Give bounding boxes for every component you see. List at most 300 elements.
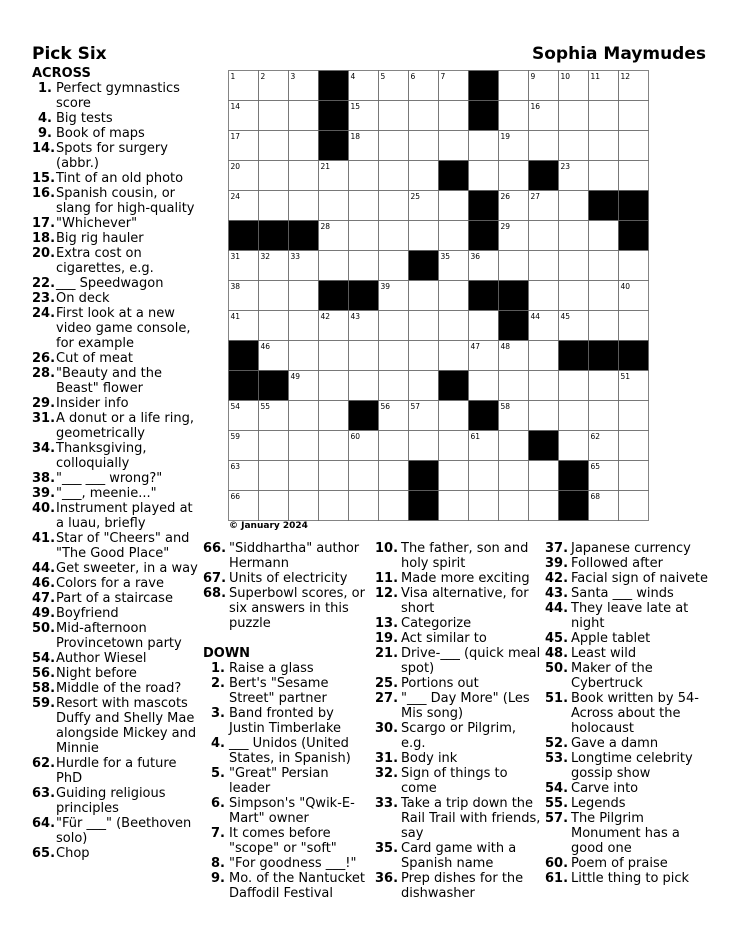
grid-cell[interactable]: [349, 461, 379, 491]
grid-cell[interactable]: [499, 71, 529, 101]
across-clue[interactable]: [32, 411, 198, 441]
grid-cell[interactable]: [289, 101, 319, 131]
grid-cell[interactable]: [499, 371, 529, 401]
down-clue[interactable]: [375, 766, 541, 796]
grid-cell[interactable]: [559, 131, 589, 161]
across-clue[interactable]: [32, 126, 198, 141]
across-clue[interactable]: [32, 111, 198, 126]
grid-cell[interactable]: [319, 431, 349, 461]
clue-number: 11.: [375, 571, 399, 586]
clue-text: Colors for a rave: [56, 576, 164, 591]
across-clue[interactable]: [32, 306, 198, 351]
clue-text: Spots for surgery (abbr.): [56, 141, 168, 171]
crossword-grid[interactable]: [228, 70, 679, 521]
grid-cell[interactable]: [439, 281, 469, 311]
grid-cell[interactable]: [409, 371, 439, 401]
grid-cell[interactable]: [289, 461, 319, 491]
down-clue[interactable]: [375, 541, 541, 571]
down-clue[interactable]: [545, 691, 713, 736]
grid-cell[interactable]: [319, 491, 349, 521]
grid-cell[interactable]: [379, 461, 409, 491]
clue-number: 66.: [203, 541, 227, 556]
down-clue[interactable]: [375, 616, 541, 631]
clue-text: Instrument played at a luau, briefly: [56, 501, 193, 531]
across-clue[interactable]: [32, 696, 198, 756]
cell-number: 62: [590, 432, 601, 441]
across-clue[interactable]: [32, 786, 198, 816]
grid-cell[interactable]: [529, 221, 559, 251]
grid-cell[interactable]: [529, 341, 559, 371]
cell-number: 18: [350, 132, 361, 141]
across-clue[interactable]: [32, 141, 198, 171]
across-clue[interactable]: [32, 216, 198, 231]
grid-cell[interactable]: [559, 371, 589, 401]
block-cell: [619, 191, 649, 221]
clue-number: 38.: [32, 471, 56, 486]
clue-number: 4.: [211, 736, 225, 751]
down-clue[interactable]: [375, 691, 541, 721]
cell-number: 14: [230, 102, 241, 111]
grid-cell[interactable]: [559, 431, 589, 461]
clue-number: 3.: [211, 706, 225, 721]
down-clue[interactable]: [375, 676, 541, 691]
clue-text: Visa alternative, for short: [401, 586, 529, 616]
grid-cell[interactable]: [529, 371, 559, 401]
grid-cell[interactable]: [289, 341, 319, 371]
down-clue[interactable]: [545, 631, 713, 646]
across-clue[interactable]: [32, 471, 198, 486]
across-clue[interactable]: [32, 846, 198, 861]
grid-cell[interactable]: [529, 251, 559, 281]
down-clue[interactable]: [545, 736, 713, 751]
cell-number: 61: [470, 432, 481, 441]
across-clue[interactable]: [32, 276, 198, 291]
block-cell: [229, 371, 259, 401]
cell-number: 49: [290, 372, 301, 381]
across-clue[interactable]: [32, 756, 198, 786]
clue-text: They leave late at night: [571, 601, 689, 631]
grid-cell[interactable]: [349, 191, 379, 221]
across-clue[interactable]: [32, 441, 198, 471]
block-cell: [619, 341, 649, 371]
cell-number: 26: [500, 192, 511, 201]
grid-cell[interactable]: [469, 491, 499, 521]
grid-cell[interactable]: [349, 491, 379, 521]
grid-cell[interactable]: [289, 281, 319, 311]
grid-cell[interactable]: [259, 131, 289, 161]
grid-cell[interactable]: [319, 251, 349, 281]
cell-number: 44: [530, 312, 541, 321]
grid-cell[interactable]: [379, 341, 409, 371]
grid-cell[interactable]: [289, 431, 319, 461]
grid-cell[interactable]: [439, 311, 469, 341]
across-clue[interactable]: [32, 231, 198, 246]
grid-cell[interactable]: [319, 341, 349, 371]
clue-text: Band fronted by Justin Timberlake: [229, 706, 341, 736]
grid-cell[interactable]: [469, 131, 499, 161]
grid-cell[interactable]: [409, 311, 439, 341]
grid-cell[interactable]: [559, 281, 589, 311]
down-clue[interactable]: [545, 796, 713, 811]
clue-text: Chop: [56, 846, 90, 861]
grid-cell[interactable]: [619, 311, 649, 341]
grid-cell[interactable]: [619, 461, 649, 491]
clue-number: 13.: [375, 616, 399, 631]
grid-cell[interactable]: [289, 131, 319, 161]
clue-number: 25.: [375, 676, 399, 691]
block-cell: [229, 341, 259, 371]
clue-text: "Beauty and the Beast" flower: [56, 366, 162, 396]
grid-cell[interactable]: [589, 251, 619, 281]
across-clue[interactable]: [32, 666, 198, 681]
grid-cell[interactable]: [409, 431, 439, 461]
grid-cell[interactable]: [259, 461, 289, 491]
grid-cell[interactable]: [349, 161, 379, 191]
grid-cell[interactable]: [379, 251, 409, 281]
grid-cell[interactable]: [469, 371, 499, 401]
across-clue[interactable]: [32, 291, 198, 306]
grid-cell[interactable]: [379, 371, 409, 401]
grid-cell[interactable]: [289, 161, 319, 191]
grid-cell[interactable]: [589, 101, 619, 131]
grid-cell[interactable]: [289, 401, 319, 431]
clue-text: Little thing to pick: [571, 871, 690, 886]
down-clue[interactable]: [203, 796, 371, 826]
clue-text: Japanese currency: [571, 541, 691, 556]
clue-number: 40.: [32, 501, 56, 516]
grid-cell[interactable]: [589, 221, 619, 251]
clue-text: Mid-afternoon Provincetown party: [56, 621, 182, 651]
grid-cell[interactable]: [259, 311, 289, 341]
clue-text: Bert's "Sesame Street" partner: [229, 676, 329, 706]
grid-cell[interactable]: [259, 161, 289, 191]
cell-number: 36: [470, 252, 481, 261]
grid-cell[interactable]: [259, 191, 289, 221]
across-clue[interactable]: [32, 576, 198, 591]
clue-number: 1.: [211, 661, 225, 676]
grid-cell[interactable]: [469, 461, 499, 491]
block-cell: [499, 281, 529, 311]
down-clue[interactable]: [545, 541, 713, 556]
grid-cell[interactable]: [439, 221, 469, 251]
grid-cell[interactable]: [319, 371, 349, 401]
clue-number: 65.: [32, 846, 56, 861]
down-clue-list: [203, 661, 371, 901]
grid-cell[interactable]: [259, 101, 289, 131]
grid-cell[interactable]: [259, 281, 289, 311]
grid-cell[interactable]: [499, 491, 529, 521]
cell-number: 24: [230, 192, 241, 201]
across-clue[interactable]: [32, 621, 198, 651]
grid-cell[interactable]: [349, 371, 379, 401]
clue-text: Night before: [56, 666, 137, 681]
grid-cell[interactable]: [439, 131, 469, 161]
cell-number: 6: [410, 72, 416, 81]
grid-cell[interactable]: [619, 251, 649, 281]
clue-text: Guiding religious principles: [56, 786, 166, 816]
grid-cell[interactable]: [409, 221, 439, 251]
grid-cell[interactable]: [409, 161, 439, 191]
down-clue[interactable]: [545, 661, 713, 691]
grid-cell[interactable]: [439, 191, 469, 221]
grid-cell[interactable]: [379, 101, 409, 131]
grid-cell[interactable]: [529, 401, 559, 431]
across-clue[interactable]: [32, 606, 198, 621]
block-cell: [229, 221, 259, 251]
down-clue[interactable]: [203, 736, 371, 766]
block-cell: [529, 161, 559, 191]
across-clue[interactable]: [32, 81, 198, 111]
cell-number: 33: [290, 252, 301, 261]
clue-text: Poem of praise: [571, 856, 668, 871]
grid-cell[interactable]: [379, 161, 409, 191]
clue-text: Book written by 54-Across about the holocaust: [571, 691, 699, 736]
down-clue[interactable]: [545, 601, 713, 631]
grid-cell[interactable]: [439, 491, 469, 521]
cell-number: 27: [530, 192, 541, 201]
block-cell: [469, 191, 499, 221]
clue-text: Resort with mascots Duffy and Shelly Mae alongside Mickey and Minnie: [56, 696, 197, 756]
down-clue[interactable]: [375, 751, 541, 766]
cell-number: 47: [470, 342, 481, 351]
across-clue[interactable]: [32, 681, 198, 696]
grid-cell[interactable]: [589, 311, 619, 341]
clue-text: "Whichever": [56, 216, 138, 231]
down-clue[interactable]: [203, 856, 371, 871]
down-clue[interactable]: [203, 766, 371, 796]
block-cell: [409, 491, 439, 521]
block-cell: [589, 341, 619, 371]
grid-cell[interactable]: [319, 461, 349, 491]
grid-cell[interactable]: [409, 101, 439, 131]
grid-cell[interactable]: [619, 131, 649, 161]
clue-number: 15.: [32, 171, 56, 186]
clue-number: 12.: [375, 586, 399, 601]
grid-cell[interactable]: [349, 341, 379, 371]
grid-cell[interactable]: [559, 401, 589, 431]
clue-text: Raise a glass: [229, 661, 314, 676]
grid-cell[interactable]: [619, 491, 649, 521]
down-clue-list-continued: [375, 541, 541, 901]
grid-cell[interactable]: [439, 341, 469, 371]
down-clue[interactable]: [375, 796, 541, 841]
cell-number: 63: [230, 462, 241, 471]
down-clue[interactable]: [375, 571, 541, 586]
grid-cell[interactable]: [529, 491, 559, 521]
clue-text: Maker of the Cybertruck: [571, 661, 653, 691]
down-clue[interactable]: [375, 586, 541, 616]
down-clue[interactable]: [375, 841, 541, 871]
clue-text: Facial sign of naivete: [571, 571, 708, 586]
clue-text: Apple tablet: [571, 631, 651, 646]
grid-cell[interactable]: [289, 311, 319, 341]
across-clue[interactable]: [32, 651, 198, 666]
clue-text: Insider info: [56, 396, 129, 411]
down-clue[interactable]: [545, 871, 713, 886]
across-clue[interactable]: [32, 531, 198, 561]
clue-text: On deck: [56, 291, 110, 306]
grid-cell[interactable]: [589, 281, 619, 311]
grid-cell[interactable]: [439, 401, 469, 431]
across-clue[interactable]: [32, 351, 198, 366]
grid-cell[interactable]: [499, 431, 529, 461]
clue-number: 23.: [32, 291, 56, 306]
clue-number: 56.: [32, 666, 56, 681]
clue-number: 50.: [545, 661, 569, 676]
block-cell: [559, 341, 589, 371]
block-cell: [499, 311, 529, 341]
grid-cell[interactable]: [589, 401, 619, 431]
clue-text: ___ Unidos (United States, in Spanish): [229, 736, 351, 766]
clue-text: Card game with a Spanish name: [401, 841, 517, 871]
grid-cell[interactable]: [529, 281, 559, 311]
grid-cell[interactable]: [619, 401, 649, 431]
grid-cell[interactable]: [559, 221, 589, 251]
clue-number: 37.: [545, 541, 569, 556]
across-clue[interactable]: [32, 486, 198, 501]
grid-cell[interactable]: [589, 371, 619, 401]
down-clue[interactable]: [375, 646, 541, 676]
grid-cell[interactable]: [439, 431, 469, 461]
clue-number: 62.: [32, 756, 56, 771]
cell-number: 7: [440, 72, 446, 81]
across-clue[interactable]: [32, 561, 198, 576]
grid-cell[interactable]: [259, 431, 289, 461]
down-clue[interactable]: [545, 571, 713, 586]
down-clue[interactable]: [545, 811, 713, 856]
down-clue[interactable]: [545, 586, 713, 601]
down-clue[interactable]: [203, 826, 371, 856]
across-clue[interactable]: [203, 586, 371, 631]
across-clue[interactable]: [32, 186, 198, 216]
clue-number: 14.: [32, 141, 56, 156]
down-clue[interactable]: [375, 721, 541, 751]
across-clue[interactable]: [32, 171, 198, 186]
clue-text: Thanksgiving, colloquially: [56, 441, 147, 471]
across-clue-list-continued: [203, 541, 371, 631]
cell-number: 32: [260, 252, 271, 261]
grid-cell[interactable]: [499, 161, 529, 191]
grid-cell[interactable]: [439, 101, 469, 131]
down-clue[interactable]: [203, 706, 371, 736]
grid-cell[interactable]: [499, 251, 529, 281]
grid-cell[interactable]: [349, 221, 379, 251]
clue-text: Big rig hauler: [56, 231, 144, 246]
grid-cell[interactable]: [559, 191, 589, 221]
grid-cell[interactable]: [469, 311, 499, 341]
down-clue[interactable]: [545, 781, 713, 796]
down-clue[interactable]: [545, 556, 713, 571]
grid-cell[interactable]: [409, 131, 439, 161]
clue-text: Least wild: [571, 646, 637, 661]
down-clue[interactable]: [545, 646, 713, 661]
clue-number: 30.: [375, 721, 399, 736]
clue-text: "Für ___" (Beethoven solo): [56, 816, 192, 846]
cell-number: 9: [530, 72, 536, 81]
clue-number: 31.: [375, 751, 399, 766]
grid-cell[interactable]: [409, 341, 439, 371]
grid-cell[interactable]: [349, 251, 379, 281]
grid-cell[interactable]: [589, 131, 619, 161]
grid-cell[interactable]: [289, 491, 319, 521]
clue-number: 54.: [545, 781, 569, 796]
grid-cell[interactable]: [379, 191, 409, 221]
across-clue[interactable]: [32, 591, 198, 606]
cell-number: 57: [410, 402, 421, 411]
clue-text: Sign of things to come: [401, 766, 508, 796]
down-clue[interactable]: [203, 661, 371, 676]
across-clue[interactable]: [203, 571, 371, 586]
down-clue[interactable]: [375, 871, 541, 901]
grid-svg[interactable]: [228, 70, 649, 521]
grid-cell[interactable]: [619, 101, 649, 131]
grid-cell[interactable]: [469, 161, 499, 191]
down-clue[interactable]: [545, 751, 713, 781]
grid-cell[interactable]: [499, 101, 529, 131]
grid-cell[interactable]: [289, 191, 319, 221]
clue-number: 18.: [32, 231, 56, 246]
across-clue[interactable]: [32, 816, 198, 846]
grid-cell[interactable]: [379, 311, 409, 341]
clue-text: Hurdle for a future PhD: [56, 756, 177, 786]
grid-cell[interactable]: [379, 491, 409, 521]
grid-cell[interactable]: [499, 461, 529, 491]
grid-cell[interactable]: [529, 131, 559, 161]
grid-cell[interactable]: [319, 191, 349, 221]
down-clue[interactable]: [375, 631, 541, 646]
grid-cell[interactable]: [589, 161, 619, 191]
clue-text: Prep dishes for the dishwasher: [401, 871, 524, 901]
grid-cell[interactable]: [379, 221, 409, 251]
clue-text: "___ ___ wrong?": [56, 471, 163, 486]
block-cell: [349, 281, 379, 311]
clue-number: 64.: [32, 816, 56, 831]
across-clue[interactable]: [32, 396, 198, 411]
clue-number: 59.: [32, 696, 56, 711]
clue-text: Drive-___ (quick meal spot): [401, 646, 541, 676]
cell-number: 68: [590, 492, 601, 501]
across-clue[interactable]: [32, 246, 198, 276]
clue-text: Book of maps: [56, 126, 145, 141]
grid-cell[interactable]: [409, 281, 439, 311]
grid-cell[interactable]: [259, 491, 289, 521]
down-clue[interactable]: [545, 856, 713, 871]
grid-cell[interactable]: [529, 461, 559, 491]
across-clue[interactable]: [203, 541, 371, 571]
clue-text: "For goodness ___!": [229, 856, 357, 871]
grid-cell[interactable]: [619, 431, 649, 461]
grid-cell[interactable]: [559, 101, 589, 131]
across-clue[interactable]: [32, 501, 198, 531]
clue-text: Santa ___ winds: [571, 586, 674, 601]
across-clue[interactable]: [32, 366, 198, 396]
clue-text: Portions out: [401, 676, 479, 691]
grid-cell[interactable]: [379, 131, 409, 161]
grid-cell[interactable]: [379, 431, 409, 461]
grid-cell[interactable]: [319, 401, 349, 431]
clue-text: Take a trip down the Rail Trail with friends, say: [401, 796, 541, 841]
grid-cell[interactable]: [619, 161, 649, 191]
cell-number: 40: [620, 282, 631, 291]
across-clues-column: [32, 66, 198, 861]
clue-number: 1.: [38, 81, 52, 96]
down-clue[interactable]: [203, 676, 371, 706]
down-clue[interactable]: [203, 871, 371, 901]
grid-cell[interactable]: [559, 251, 589, 281]
clue-text: Legends: [571, 796, 626, 811]
cell-number: 11: [590, 72, 601, 81]
grid-cell[interactable]: [439, 461, 469, 491]
